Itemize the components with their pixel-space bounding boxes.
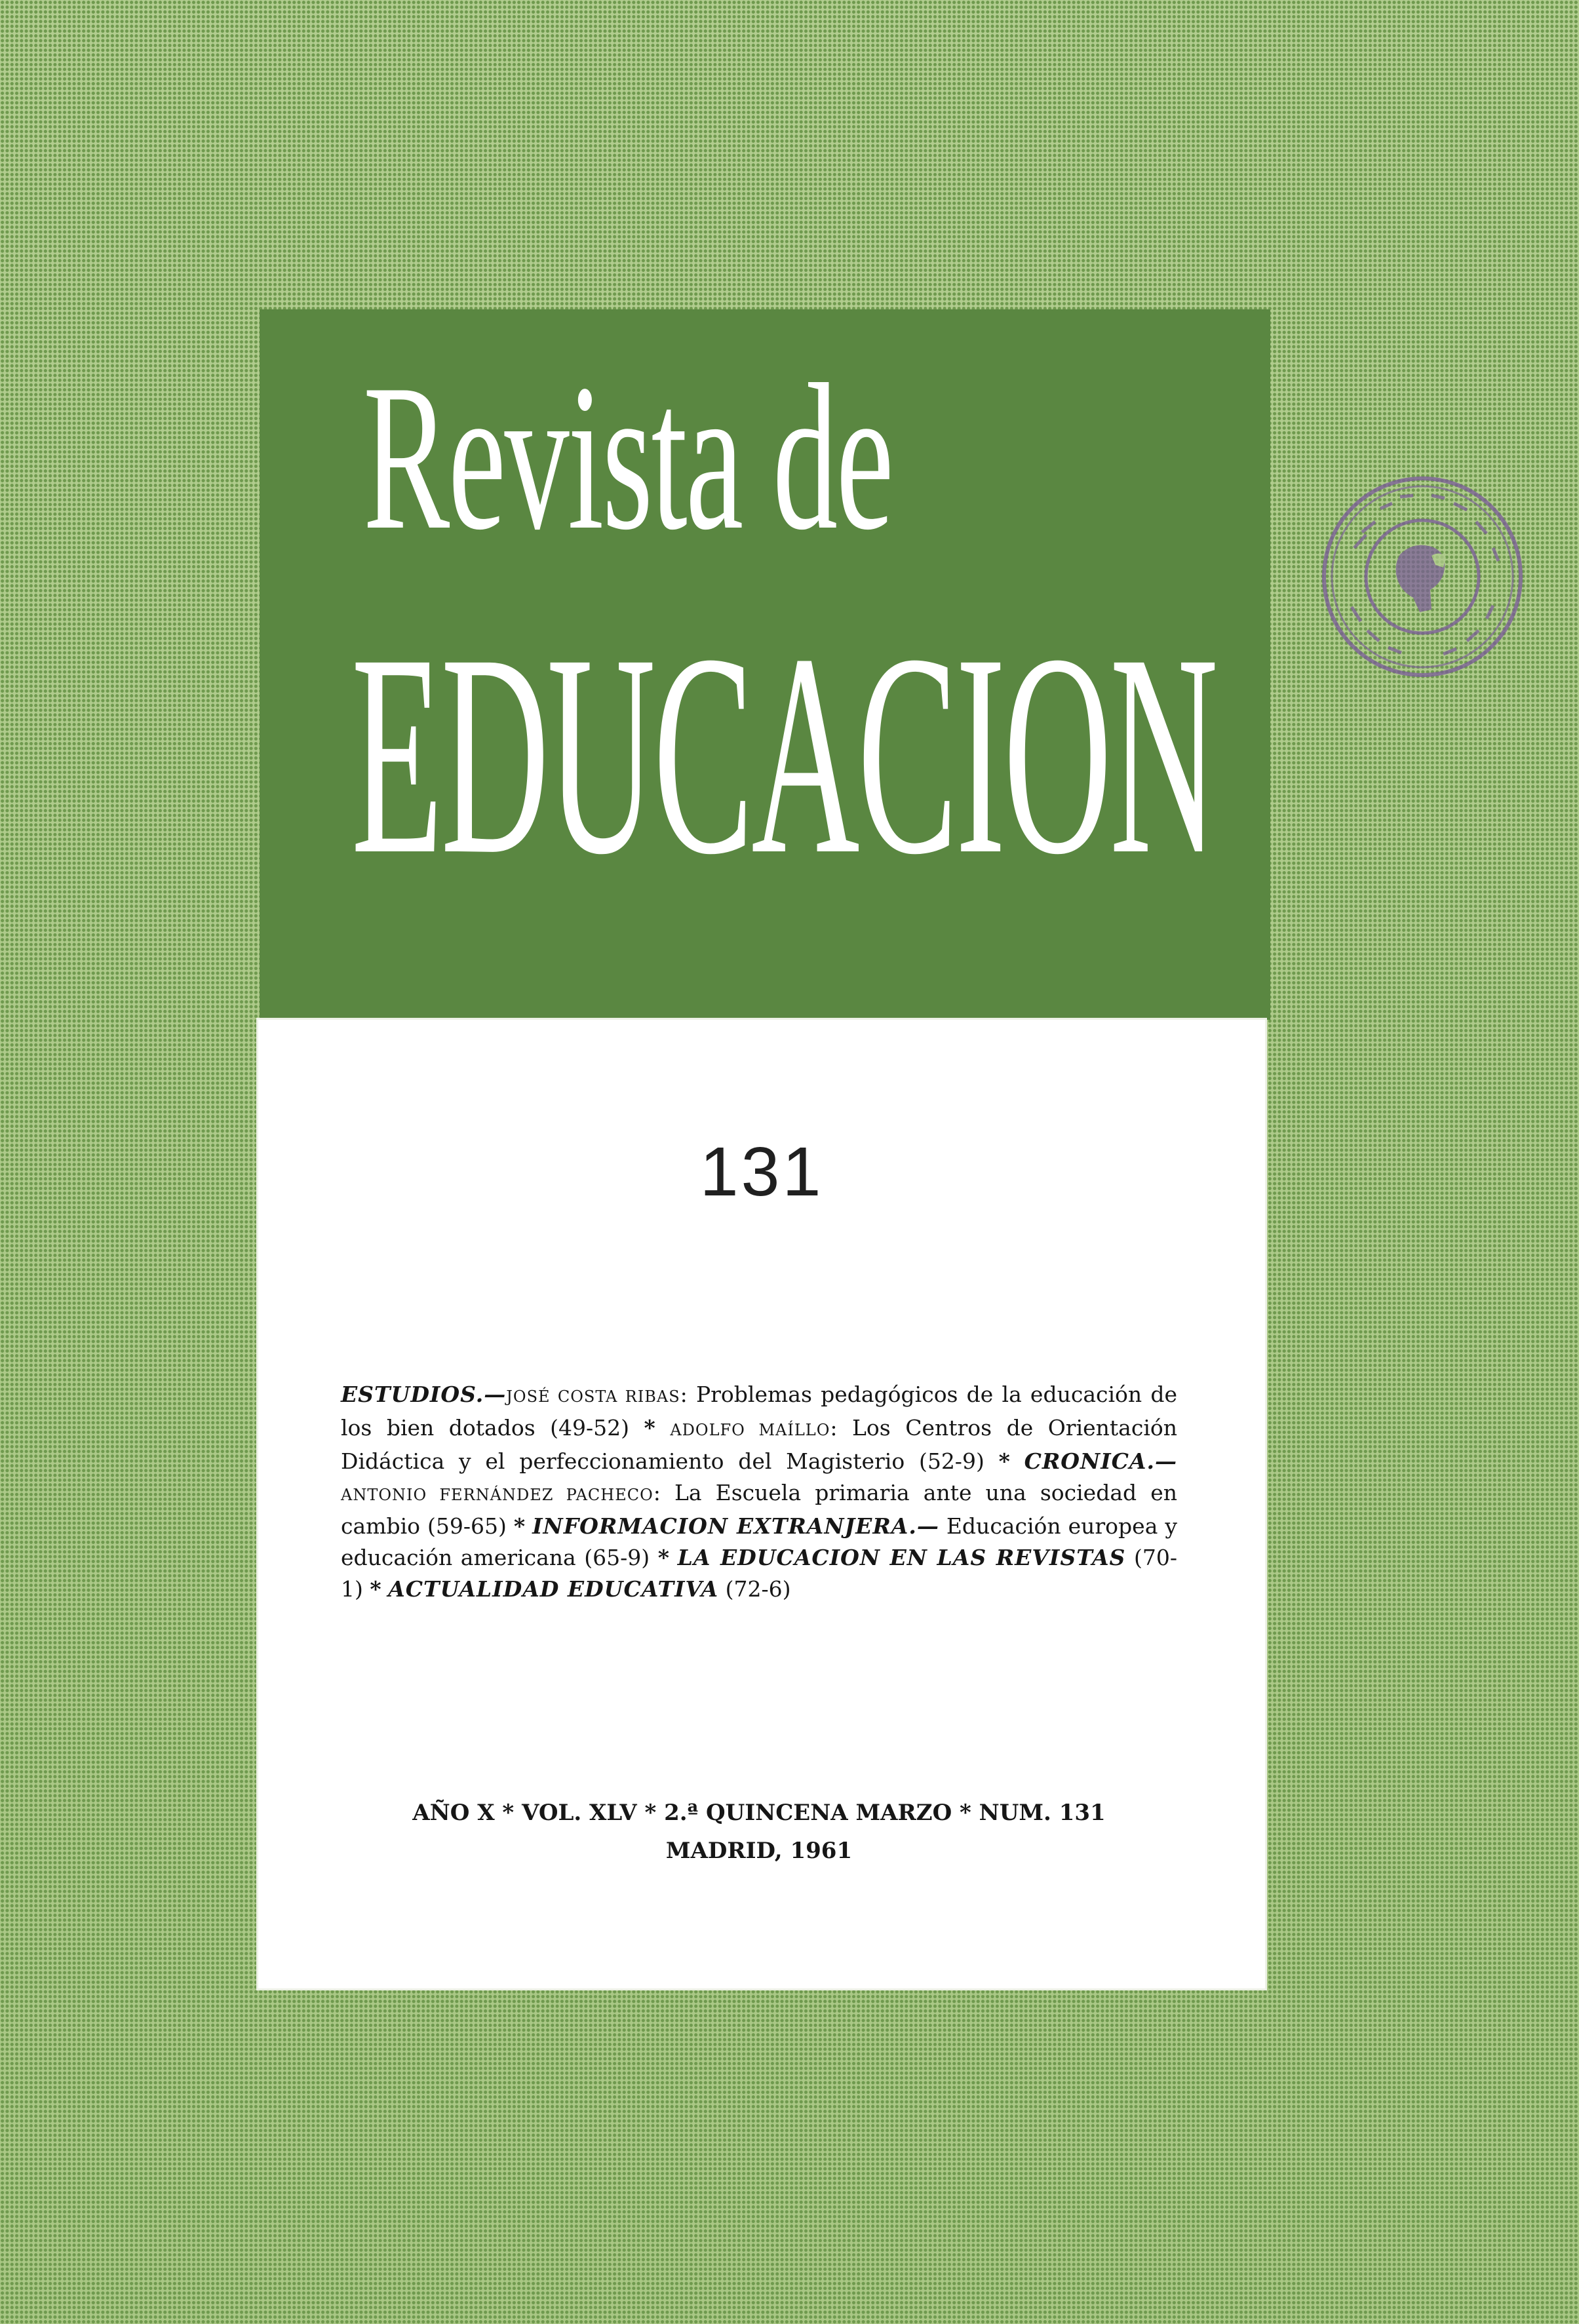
contents-text: [525, 1513, 532, 1539]
library-stamp-icon: [1315, 469, 1530, 684]
author-name: ADOLFO MAÍLLO: [670, 1421, 830, 1439]
separator-star: *: [644, 1415, 655, 1441]
separator-star: *: [998, 1448, 1010, 1474]
table-of-contents: [341, 1379, 1177, 1605]
contents-text: : La Escuela primaria ante una sociedad en cambio (59-65): [341, 1480, 1177, 1539]
separator-star: *: [370, 1576, 381, 1602]
title-educacion: EDUCACION: [351, 595, 1217, 914]
contents-panel: [258, 1020, 1265, 1988]
separator-star: *: [657, 1545, 670, 1570]
contents-text: : Problemas pedagógicos de la educación de los bien dotados (49-52): [341, 1382, 1177, 1441]
issue-number: 131: [699, 1133, 824, 1210]
contents-text: [1010, 1448, 1024, 1474]
section-heading: LA EDUCACION EN LAS REVISTAS: [677, 1545, 1126, 1570]
contents-text: [381, 1576, 389, 1602]
section-heading: CRONICA.—: [1024, 1448, 1177, 1474]
contents-text: Educación europea y educación americana (65-9): [341, 1513, 1177, 1570]
issue-details: AÑO X * VOL. XLV * 2.ª QUINCENA MARZO * NUM. 131: [412, 1800, 1106, 1826]
title-revista-de: Revista de: [363, 341, 893, 573]
publication-place-year: MADRID, 1961: [665, 1838, 853, 1864]
contents-text: [669, 1545, 678, 1570]
author-name: ANTONIO FERNÁNDEZ PACHECO: [341, 1486, 653, 1504]
section-heading: INFORMACION EXTRANJERA.—: [532, 1513, 939, 1539]
contents-text: (70-1): [341, 1545, 1177, 1602]
section-heading: ESTUDIOS.—: [341, 1382, 507, 1407]
masthead: [260, 309, 1270, 1020]
author-name: JOSÉ COSTA RIBAS: [506, 1387, 680, 1406]
section-heading: ACTUALIDAD EDUCATIVA: [388, 1576, 719, 1602]
separator-star: *: [513, 1513, 526, 1539]
contents-text: : Los Centros de Orientación Didáctica y el perfeccionamiento del Magisterio (52-9): [341, 1415, 1178, 1474]
contents-text: (72-6): [718, 1576, 791, 1602]
contents-text: [655, 1415, 671, 1441]
